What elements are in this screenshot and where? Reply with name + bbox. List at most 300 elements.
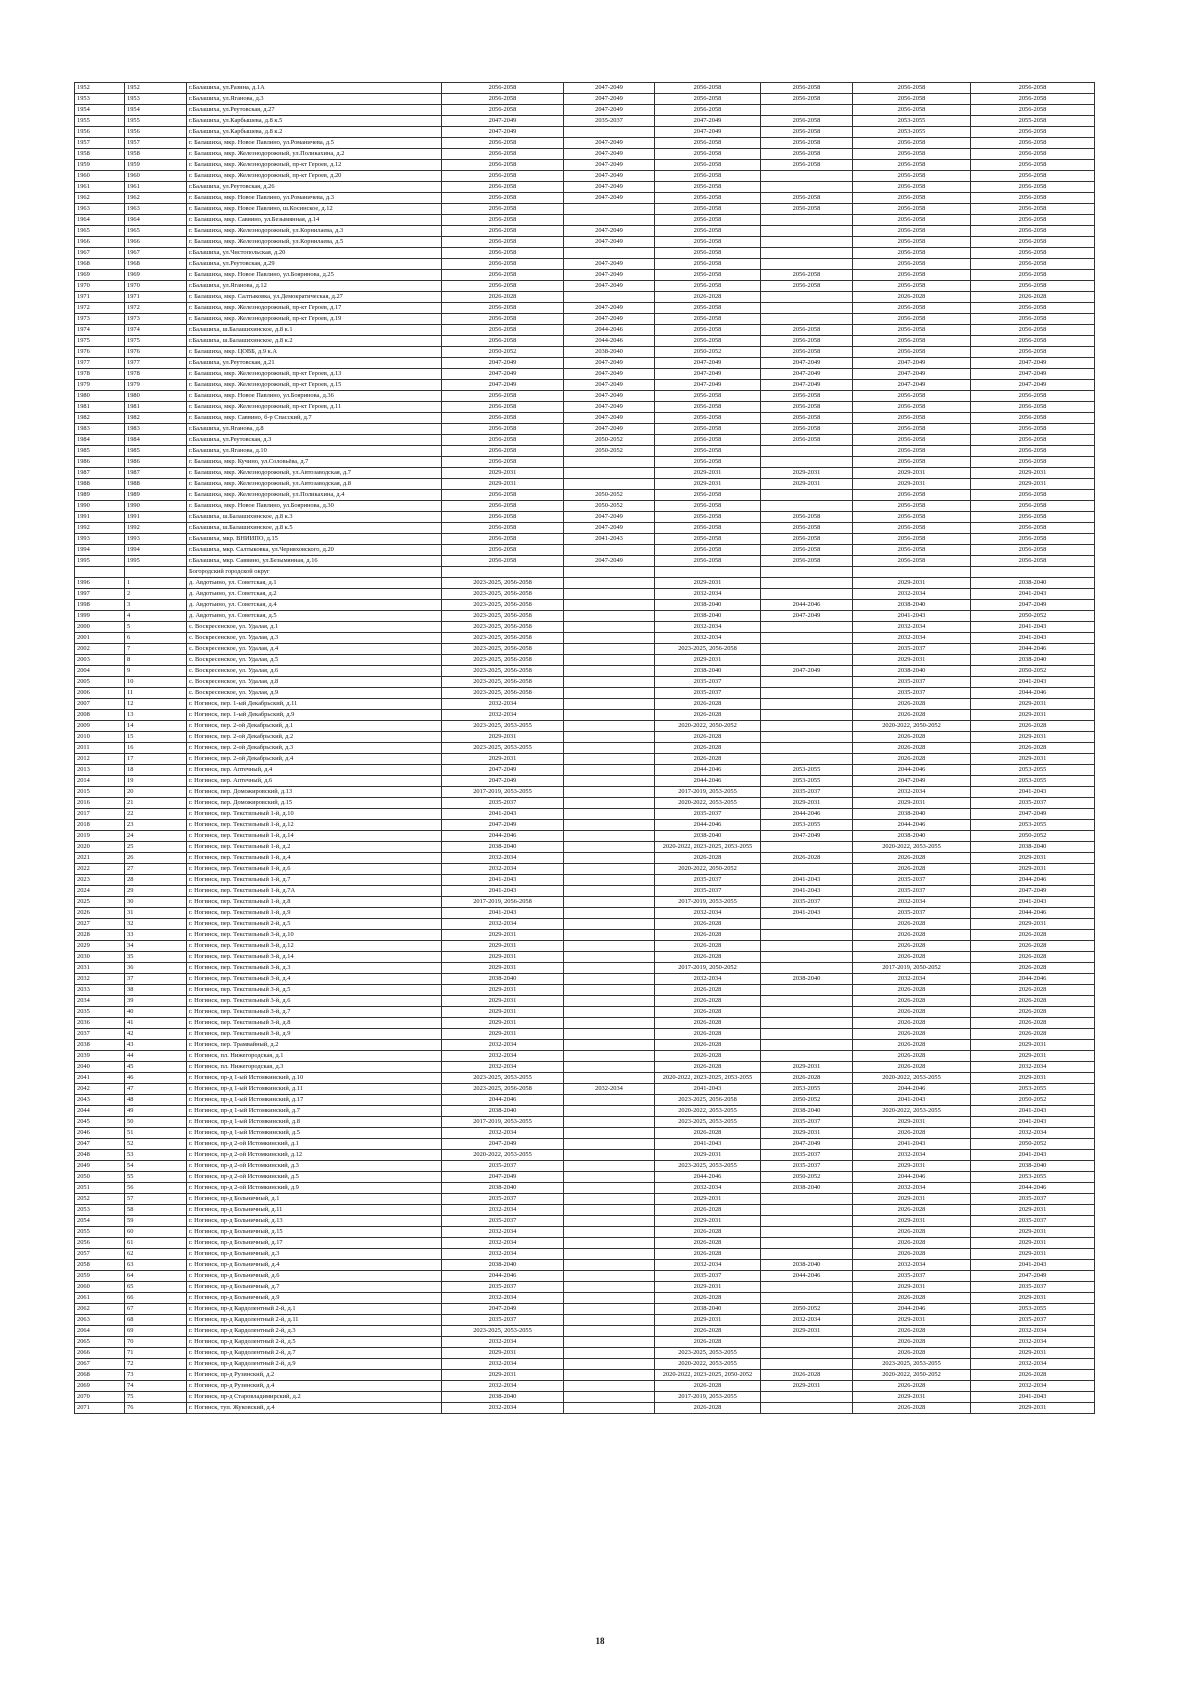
cell-p4: 2053-2055 xyxy=(761,820,853,831)
cell-p3: 2017-2019, 2053-2055 xyxy=(655,787,761,798)
cell-p4: 2038-2040 xyxy=(761,1260,853,1271)
cell-p1: 2023-2025, 2056-2058 xyxy=(442,677,564,688)
cell-p4 xyxy=(761,1216,853,1227)
cell-p4 xyxy=(761,710,853,721)
cell-p3: 2056-2058 xyxy=(655,138,761,149)
cell-p1: 2041-2043 xyxy=(442,908,564,919)
cell-p1: 2056-2058 xyxy=(442,237,564,248)
cell-p2: 2047-2049 xyxy=(564,281,655,292)
cell-p5: 2056-2058 xyxy=(853,160,971,171)
cell-p4: 2056-2058 xyxy=(761,325,853,336)
table-row xyxy=(75,270,1095,281)
cell-p3: 2023-2025, 2056-2058 xyxy=(655,1095,761,1106)
cell-p4: 2056-2058 xyxy=(761,336,853,347)
cell-p1: 2056-2058 xyxy=(442,446,564,457)
empty-cell xyxy=(75,567,125,578)
cell-p4: 2029-2031 xyxy=(761,1326,853,1337)
cell-p3: 2056-2058 xyxy=(655,215,761,226)
cell-address: г. Балашиха, мкр. Новое Павлино, ул.Бояринова, д.30 xyxy=(187,501,442,512)
cell-p5: 2035-2037 xyxy=(853,677,971,688)
cell-num: 2013 xyxy=(75,765,125,776)
table-row xyxy=(75,941,1095,952)
cell-p4 xyxy=(761,930,853,941)
cell-p2: 2050-2052 xyxy=(564,490,655,501)
cell-local: 1955 xyxy=(125,116,187,127)
cell-local: 60 xyxy=(125,1227,187,1238)
table-row xyxy=(75,1073,1095,1084)
cell-p5: 2056-2058 xyxy=(853,303,971,314)
cell-p4 xyxy=(761,952,853,963)
cell-p3: 2044-2046 xyxy=(655,765,761,776)
cell-num: 1969 xyxy=(75,270,125,281)
cell-p6: 2050-2052 xyxy=(971,1139,1095,1150)
cell-p2 xyxy=(564,1370,655,1381)
cell-num: 2004 xyxy=(75,666,125,677)
cell-num: 2062 xyxy=(75,1304,125,1315)
cell-num: 1995 xyxy=(75,556,125,567)
table-row xyxy=(75,501,1095,512)
cell-p6: 2047-2049 xyxy=(971,809,1095,820)
cell-p4: 2056-2058 xyxy=(761,204,853,215)
cell-p2 xyxy=(564,1304,655,1315)
cell-p1: 2044-2046 xyxy=(442,1271,564,1282)
cell-p1: 2032-2034 xyxy=(442,1128,564,1139)
cell-address: г. Ногинск, пер. Текстильный 1-й, д.9 xyxy=(187,908,442,919)
table-row xyxy=(75,1172,1095,1183)
table-row xyxy=(75,1128,1095,1139)
cell-num: 1954 xyxy=(75,105,125,116)
cell-p3: 2026-2028 xyxy=(655,1205,761,1216)
cell-num: 2054 xyxy=(75,1216,125,1227)
cell-num: 2038 xyxy=(75,1040,125,1051)
cell-p4 xyxy=(761,1282,853,1293)
cell-p4: 2029-2031 xyxy=(761,1062,853,1073)
cell-p3: 2026-2028 xyxy=(655,1128,761,1139)
cell-p3: 2026-2028 xyxy=(655,754,761,765)
cell-p4: 2056-2058 xyxy=(761,347,853,358)
cell-num: 2006 xyxy=(75,688,125,699)
cell-num: 1970 xyxy=(75,281,125,292)
cell-p3: 2056-2058 xyxy=(655,545,761,556)
cell-p4 xyxy=(761,457,853,468)
cell-p5: 2056-2058 xyxy=(853,226,971,237)
cell-p4 xyxy=(761,303,853,314)
cell-p2 xyxy=(564,875,655,886)
cell-p3: 2029-2031 xyxy=(655,1150,761,1161)
cell-p2 xyxy=(564,1271,655,1282)
cell-p3: 2026-2028 xyxy=(655,699,761,710)
cell-p2: 2047-2049 xyxy=(564,83,655,94)
cell-p1: 2056-2058 xyxy=(442,281,564,292)
cell-p2 xyxy=(564,1293,655,1304)
cell-local: 1953 xyxy=(125,94,187,105)
cell-local: 50 xyxy=(125,1117,187,1128)
cell-p6: 2056-2058 xyxy=(971,435,1095,446)
cell-p1: 2032-2034 xyxy=(442,1062,564,1073)
cell-p2: 2047-2049 xyxy=(564,512,655,523)
cell-num: 2050 xyxy=(75,1172,125,1183)
cell-address: г. Ногинск, пр-д Рузинский, д.4 xyxy=(187,1381,442,1392)
cell-address: с. Воскресенское, ул. Удалая, д.1 xyxy=(187,622,442,633)
cell-local: 37 xyxy=(125,974,187,985)
cell-p6: 2026-2028 xyxy=(971,952,1095,963)
table-row xyxy=(75,1359,1095,1370)
cell-num: 2026 xyxy=(75,908,125,919)
cell-local: 1954 xyxy=(125,105,187,116)
cell-local: 30 xyxy=(125,897,187,908)
cell-p2 xyxy=(564,611,655,622)
cell-address: г. Ногинск, пер. Текстильный 1-й, д.14 xyxy=(187,831,442,842)
cell-p6: 2029-2031 xyxy=(971,853,1095,864)
cell-p6: 2047-2049 xyxy=(971,1271,1095,1282)
cell-address: г. Ногинск, пер. Текстильный 1-й, д.10 xyxy=(187,809,442,820)
cell-p1: 2056-2058 xyxy=(442,149,564,160)
cell-p2: 2032-2034 xyxy=(564,1084,655,1095)
cell-local: 67 xyxy=(125,1304,187,1315)
cell-p6: 2056-2058 xyxy=(971,248,1095,259)
cell-p1: 2056-2058 xyxy=(442,160,564,171)
table-row xyxy=(75,1040,1095,1051)
cell-p6: 2026-2028 xyxy=(971,721,1095,732)
cell-p4 xyxy=(761,578,853,589)
cell-p1: 2032-2034 xyxy=(442,1381,564,1392)
cell-address: г. Балашиха, мкр. Новое Павлино, ул.Бояринова, д.25 xyxy=(187,270,442,281)
cell-p2: 2047-2049 xyxy=(564,149,655,160)
cell-p5: 2056-2058 xyxy=(853,237,971,248)
cell-p6: 2026-2028 xyxy=(971,1029,1095,1040)
cell-num: 1984 xyxy=(75,435,125,446)
cell-p2: 2050-2052 xyxy=(564,446,655,457)
table-row xyxy=(75,215,1095,226)
table-row xyxy=(75,1183,1095,1194)
cell-p5: 2056-2058 xyxy=(853,446,971,457)
cell-num: 2058 xyxy=(75,1260,125,1271)
cell-p1: 2047-2049 xyxy=(442,358,564,369)
cell-p4 xyxy=(761,1249,853,1260)
cell-local: 1 xyxy=(125,578,187,589)
cell-p2: 2041-2043 xyxy=(564,534,655,545)
cell-address: г. Ногинск, пр-д Больничный, д.4 xyxy=(187,1260,442,1271)
cell-p4 xyxy=(761,622,853,633)
cell-local: 76 xyxy=(125,1403,187,1414)
table-row xyxy=(75,1381,1095,1392)
cell-address: г. Ногинск, пер. Доможировский, д.13 xyxy=(187,787,442,798)
table-row xyxy=(75,1161,1095,1172)
cell-p5: 2035-2037 xyxy=(853,875,971,886)
empty-cell xyxy=(655,567,761,578)
cell-p3: 2020-2022, 2053-2055 xyxy=(655,798,761,809)
cell-p4 xyxy=(761,1040,853,1051)
table-row xyxy=(75,248,1095,259)
cell-local: 46 xyxy=(125,1073,187,1084)
cell-p4 xyxy=(761,490,853,501)
cell-p3: 2056-2058 xyxy=(655,556,761,567)
cell-p6: 2035-2037 xyxy=(971,1315,1095,1326)
cell-p4 xyxy=(761,941,853,952)
cell-p4 xyxy=(761,842,853,853)
cell-address: г. Ногинск, пр-д Больничный, д.15 xyxy=(187,1227,442,1238)
cell-p1: 2029-2031 xyxy=(442,1018,564,1029)
cell-address: г. Ногинск, пер. Текстильный 1-й, д.12 xyxy=(187,820,442,831)
page-number: 18 xyxy=(595,1636,605,1646)
cell-num: 2069 xyxy=(75,1381,125,1392)
cell-local: 7 xyxy=(125,644,187,655)
cell-p6: 2056-2058 xyxy=(971,314,1095,325)
cell-p1: 2023-2025, 2056-2058 xyxy=(442,655,564,666)
cell-p2 xyxy=(564,831,655,842)
cell-p2: 2035-2037 xyxy=(564,116,655,127)
cell-p1: 2056-2058 xyxy=(442,501,564,512)
cell-p1: 2047-2049 xyxy=(442,765,564,776)
cell-p2 xyxy=(564,853,655,864)
cell-address: с. Воскресенское, ул. Удалая, д.4 xyxy=(187,644,442,655)
cell-address: г.Балашиха, ул.Реутовская, д.29 xyxy=(187,259,442,270)
cell-p5: 2026-2028 xyxy=(853,985,971,996)
cell-p6: 2056-2058 xyxy=(971,501,1095,512)
cell-p5: 2056-2058 xyxy=(853,545,971,556)
cell-p4 xyxy=(761,182,853,193)
cell-p5: 2056-2058 xyxy=(853,94,971,105)
cell-p2: 2047-2049 xyxy=(564,270,655,281)
cell-address: г.Балашиха, ул.Яганова, д.8 xyxy=(187,424,442,435)
cell-p5: 2056-2058 xyxy=(853,556,971,567)
cell-p2 xyxy=(564,1381,655,1392)
cell-address: г. Ногинск, пр-д Кардолентный 2-й, д.7 xyxy=(187,1348,442,1359)
cell-local: 5 xyxy=(125,622,187,633)
cell-p1: 2032-2034 xyxy=(442,1040,564,1051)
cell-p5: 2026-2028 xyxy=(853,1238,971,1249)
cell-p6: 2056-2058 xyxy=(971,182,1095,193)
cell-p2 xyxy=(564,666,655,677)
cell-p2 xyxy=(564,930,655,941)
cell-p3: 2035-2037 xyxy=(655,886,761,897)
cell-p4: 2056-2058 xyxy=(761,127,853,138)
cell-p1: 2032-2034 xyxy=(442,1051,564,1062)
cell-num: 1955 xyxy=(75,116,125,127)
cell-p2 xyxy=(564,952,655,963)
cell-local: 49 xyxy=(125,1106,187,1117)
cell-p5: 2056-2058 xyxy=(853,182,971,193)
cell-local: 72 xyxy=(125,1359,187,1370)
cell-address: г. Ногинск, пр-д Кардолентный 2-й, д.9 xyxy=(187,1359,442,1370)
cell-p3: 2056-2058 xyxy=(655,501,761,512)
cell-p5: 2056-2058 xyxy=(853,171,971,182)
cell-p1: 2038-2040 xyxy=(442,842,564,853)
cell-p5: 2017-2019, 2050-2052 xyxy=(853,963,971,974)
cell-num: 2005 xyxy=(75,677,125,688)
cell-num: 1993 xyxy=(75,534,125,545)
cell-p5: 2026-2028 xyxy=(853,699,971,710)
cell-p2 xyxy=(564,886,655,897)
cell-local: 1979 xyxy=(125,380,187,391)
table-row xyxy=(75,325,1095,336)
cell-p6: 2026-2028 xyxy=(971,996,1095,1007)
cell-p5: 2047-2049 xyxy=(853,358,971,369)
cell-address: г.Балашиха, ул.Карбышева, д.8 к.5 xyxy=(187,116,442,127)
cell-p4 xyxy=(761,677,853,688)
cell-address: г. Ногинск, пер. Текстильный 3-й, д.9 xyxy=(187,1029,442,1040)
cell-local: 34 xyxy=(125,941,187,952)
cell-local: 64 xyxy=(125,1271,187,1282)
cell-p4 xyxy=(761,446,853,457)
cell-num: 2042 xyxy=(75,1084,125,1095)
cell-num: 2019 xyxy=(75,831,125,842)
table-row xyxy=(75,303,1095,314)
cell-p1: 2032-2034 xyxy=(442,864,564,875)
cell-address: г. Ногинск, пер. Доможировский, д.15 xyxy=(187,798,442,809)
cell-p5: 2056-2058 xyxy=(853,424,971,435)
cell-p6: 2026-2028 xyxy=(971,985,1095,996)
cell-p2 xyxy=(564,479,655,490)
cell-num: 2022 xyxy=(75,864,125,875)
cell-p5: 2032-2034 xyxy=(853,1150,971,1161)
cell-p2: 2047-2049 xyxy=(564,182,655,193)
cell-local: 70 xyxy=(125,1337,187,1348)
cell-local: 1968 xyxy=(125,259,187,270)
cell-p5: 2056-2058 xyxy=(853,204,971,215)
cell-p6: 2032-2034 xyxy=(971,1359,1095,1370)
cell-p4: 2056-2058 xyxy=(761,534,853,545)
cell-num: 2071 xyxy=(75,1403,125,1414)
cell-local: 1993 xyxy=(125,534,187,545)
cell-num: 1962 xyxy=(75,193,125,204)
cell-p3: 2029-2031 xyxy=(655,479,761,490)
cell-p2 xyxy=(564,1348,655,1359)
cell-p2: 2050-2052 xyxy=(564,435,655,446)
cell-p6: 2029-2031 xyxy=(971,468,1095,479)
cell-local: 1995 xyxy=(125,556,187,567)
cell-p2 xyxy=(564,1183,655,1194)
cell-p4: 2050-2052 xyxy=(761,1304,853,1315)
cell-p4 xyxy=(761,1359,853,1370)
cell-p2: 2047-2049 xyxy=(564,226,655,237)
cell-p2 xyxy=(564,710,655,721)
cell-local: 48 xyxy=(125,1095,187,1106)
cell-p6: 2056-2058 xyxy=(971,490,1095,501)
cell-p1: 2056-2058 xyxy=(442,138,564,149)
cell-num: 2037 xyxy=(75,1029,125,1040)
cell-num: 1988 xyxy=(75,479,125,490)
cell-p5: 2029-2031 xyxy=(853,1282,971,1293)
table-row xyxy=(75,402,1095,413)
cell-p4: 2038-2040 xyxy=(761,1106,853,1117)
cell-p2: 2047-2049 xyxy=(564,193,655,204)
cell-num: 1985 xyxy=(75,446,125,457)
cell-local: 1962 xyxy=(125,193,187,204)
cell-local: 61 xyxy=(125,1238,187,1249)
table-row xyxy=(75,798,1095,809)
cell-p6: 2047-2049 xyxy=(971,369,1095,380)
table-row xyxy=(75,1293,1095,1304)
cell-p4: 2053-2055 xyxy=(761,776,853,787)
cell-p1: 2038-2040 xyxy=(442,1392,564,1403)
cell-p2 xyxy=(564,787,655,798)
table-row xyxy=(75,611,1095,622)
cell-p5: 2026-2028 xyxy=(853,1051,971,1062)
cell-address: г. Ногинск, пер. Текстильный 1-й, д.7 xyxy=(187,875,442,886)
cell-p4 xyxy=(761,644,853,655)
cell-p4: 2035-2037 xyxy=(761,1161,853,1172)
cell-num: 2052 xyxy=(75,1194,125,1205)
cell-p6: 2029-2031 xyxy=(971,1249,1095,1260)
cell-p4 xyxy=(761,1194,853,1205)
cell-p5: 2056-2058 xyxy=(853,523,971,534)
cell-num: 1953 xyxy=(75,94,125,105)
cell-p4: 2047-2049 xyxy=(761,831,853,842)
cell-num: 2039 xyxy=(75,1051,125,1062)
cell-p5: 2026-2028 xyxy=(853,1381,971,1392)
cell-p2 xyxy=(564,809,655,820)
table-row xyxy=(75,600,1095,611)
cell-p6: 2056-2058 xyxy=(971,512,1095,523)
cell-p3: 2056-2058 xyxy=(655,413,761,424)
cell-local: 28 xyxy=(125,875,187,886)
cell-p2 xyxy=(564,985,655,996)
cell-local: 1972 xyxy=(125,303,187,314)
cell-local: 6 xyxy=(125,633,187,644)
cell-p5: 2047-2049 xyxy=(853,776,971,787)
cell-local: 1957 xyxy=(125,138,187,149)
cell-p2 xyxy=(564,1029,655,1040)
cell-local: 1987 xyxy=(125,468,187,479)
cell-address: г. Балашиха, мкр. Новое Павлино, ш.Косинское, д.12 xyxy=(187,204,442,215)
cell-p1: 2029-2031 xyxy=(442,1029,564,1040)
cell-p1: 2032-2034 xyxy=(442,1359,564,1370)
cell-local: 16 xyxy=(125,743,187,754)
cell-p3: 2026-2028 xyxy=(655,1249,761,1260)
cell-local: 52 xyxy=(125,1139,187,1150)
table-row xyxy=(75,512,1095,523)
cell-p5: 2056-2058 xyxy=(853,248,971,259)
cell-p1: 2044-2046 xyxy=(442,1095,564,1106)
cell-p4 xyxy=(761,1293,853,1304)
cell-p4 xyxy=(761,1348,853,1359)
table-row xyxy=(75,83,1095,94)
cell-p3: 2044-2046 xyxy=(655,820,761,831)
cell-num: 2034 xyxy=(75,996,125,1007)
cell-address: г.Балашиха, ш.Балашихинское, д.8 к.2 xyxy=(187,336,442,347)
cell-p3: 2038-2040 xyxy=(655,611,761,622)
cell-num: 2060 xyxy=(75,1282,125,1293)
cell-p3: 2026-2028 xyxy=(655,952,761,963)
table-row xyxy=(75,1007,1095,1018)
cell-p2 xyxy=(564,996,655,1007)
cell-p3: 2017-2019, 2053-2055 xyxy=(655,897,761,908)
cell-p2 xyxy=(564,655,655,666)
cell-p6: 2056-2058 xyxy=(971,303,1095,314)
cell-p2 xyxy=(564,1018,655,1029)
cell-p1: 2038-2040 xyxy=(442,1260,564,1271)
cell-p1: 2029-2031 xyxy=(442,479,564,490)
cell-p3: 2029-2031 xyxy=(655,578,761,589)
cell-address: г.Балашиха, ш.Балашихинское, д.8 к.1 xyxy=(187,325,442,336)
cell-p1: 2041-2043 xyxy=(442,886,564,897)
table-row xyxy=(75,545,1095,556)
table-row xyxy=(75,336,1095,347)
cell-p5: 2032-2034 xyxy=(853,974,971,985)
cell-p4: 2044-2046 xyxy=(761,809,853,820)
cell-p1: 2029-2031 xyxy=(442,468,564,479)
cell-num: 1999 xyxy=(75,611,125,622)
cell-num: 2031 xyxy=(75,963,125,974)
cell-p6: 2029-2031 xyxy=(971,1403,1095,1414)
cell-p6: 2047-2049 xyxy=(971,380,1095,391)
cell-num: 1991 xyxy=(75,512,125,523)
cell-p5: 2026-2028 xyxy=(853,1337,971,1348)
table-row xyxy=(75,1282,1095,1293)
cell-p4 xyxy=(761,963,853,974)
table-row xyxy=(75,1370,1095,1381)
